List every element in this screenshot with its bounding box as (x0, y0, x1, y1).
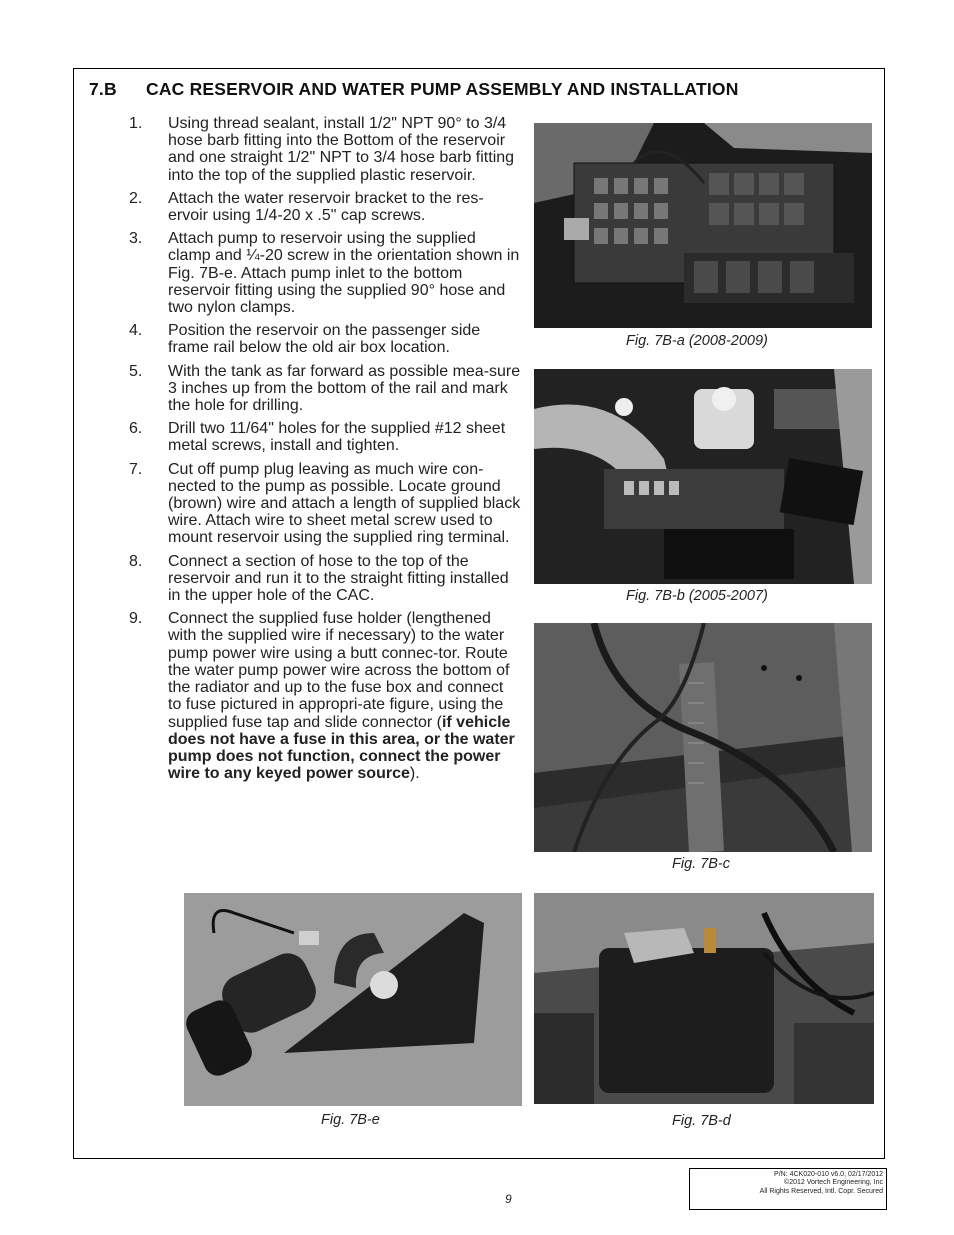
figure-7b-d-caption: Fig. 7B-d (672, 1113, 731, 1129)
step-text-end: ). (409, 765, 420, 783)
figure-7b-c-photo (534, 623, 872, 852)
section-title: CAC RESERVOIR AND WATER PUMP ASSEMBLY AND INSTALLATION (146, 79, 739, 99)
step-number: 4. (129, 322, 143, 340)
step-text: Connect a section of hose to the top of the reservoir and run it to the straight fitting installed in the upper hole of the CAC. (168, 552, 509, 605)
step-number: 9. (129, 610, 143, 628)
step-number: 2. (129, 189, 143, 207)
instruction-list (127, 115, 521, 788)
instruction-step (127, 610, 521, 782)
figure-7b-d-photo (534, 893, 874, 1104)
step-number: 1. (129, 115, 143, 132)
step-number: 7. (129, 460, 143, 478)
section-number: 7.B (89, 79, 117, 99)
step-warning-text: if vehicle does not have a fuse in this area, or the water pump does not function, connect the power wire to any keyed power source (168, 713, 515, 783)
step-text: With the tank as far forward as possible mea-sure 3 inches up from the bottom of the rail and mark the hole for drilling. (168, 362, 521, 415)
step-text: Position the reservoir on the passenger side frame rail below the old air box location. (168, 322, 481, 357)
figure-7b-e-photo (184, 893, 522, 1106)
figure-7b-c-caption: Fig. 7B-c (672, 856, 731, 872)
step-text: Attach pump to reservoir using the supplied clamp and ¼-20 screw in the orientation shown in Fig. 7B-e. Attach pump inlet to the bottom reservoir fitting using the supplied 90° hose and two nylon clamps. (168, 230, 520, 317)
section-heading (89, 79, 739, 100)
copyright: ©2012 Vortech Engineering, Inc (784, 1179, 883, 1187)
figure-7b-a-photo (534, 123, 872, 328)
figure-7b-b-caption: Fig. 7B-b (2005-2007) (626, 588, 768, 604)
step-number: 5. (129, 362, 143, 380)
instruction-step (127, 553, 521, 605)
instruction-step (127, 363, 521, 415)
step-text: Drill two 11/64" holes for the supplied #12 sheet metal screws, install and tighten. (168, 420, 506, 455)
instruction-step (127, 420, 521, 454)
page-number: 9 (505, 1192, 512, 1206)
part-number: P/N: 4CK020-010 v6.0, 02/17/2012 (774, 1171, 883, 1178)
figure-7b-a-caption: Fig. 7B-a (2008-2009) (626, 333, 768, 349)
instruction-step (127, 322, 521, 356)
step-text: Attach the water reservoir bracket to the res-ervoir using 1/4-20 x .5" cap screws. (168, 189, 484, 225)
step-number: 8. (129, 552, 143, 570)
step-text: Cut off pump plug leaving as much wire con-nected to the pump as possible. Locate ground (brown) wire and attach a length of supplied black wire. Attach wire to sheet metal screw used to mount reservoir using the supplied ring terminal. (168, 460, 521, 547)
step-text: Using thread sealant, install 1/2" NPT 90° to 3/4 hose barb fitting into the Bottom of the reservoir and one straight 1/2" NPT to 3/4 hose barb fitting into the top of the supplied plastic reservoir. (168, 115, 515, 184)
footer-legal-box (689, 1168, 887, 1210)
step-number: 3. (129, 230, 143, 248)
step-text: Connect the supplied fuse holder (lengthened with the supplied wire if necessary) to the water pump power wire using a butt connec-tor. Route the water pump power wire across the bottom of the radiator and up to the fuse box and connect to fuse pictured in appropri-ate figure, using the supplied fuse tap and slide connector ( (168, 610, 510, 731)
figure-7b-b-photo (534, 369, 872, 584)
figure-7b-e-caption: Fig. 7B-e (321, 1112, 380, 1128)
step-number: 6. (129, 420, 143, 438)
instruction-step (127, 461, 521, 547)
rights-notice: All Rights Reserved, Intl. Copr. Secured (759, 1187, 883, 1195)
instruction-step (127, 115, 521, 184)
instruction-step (127, 230, 521, 316)
instruction-step (127, 190, 521, 224)
